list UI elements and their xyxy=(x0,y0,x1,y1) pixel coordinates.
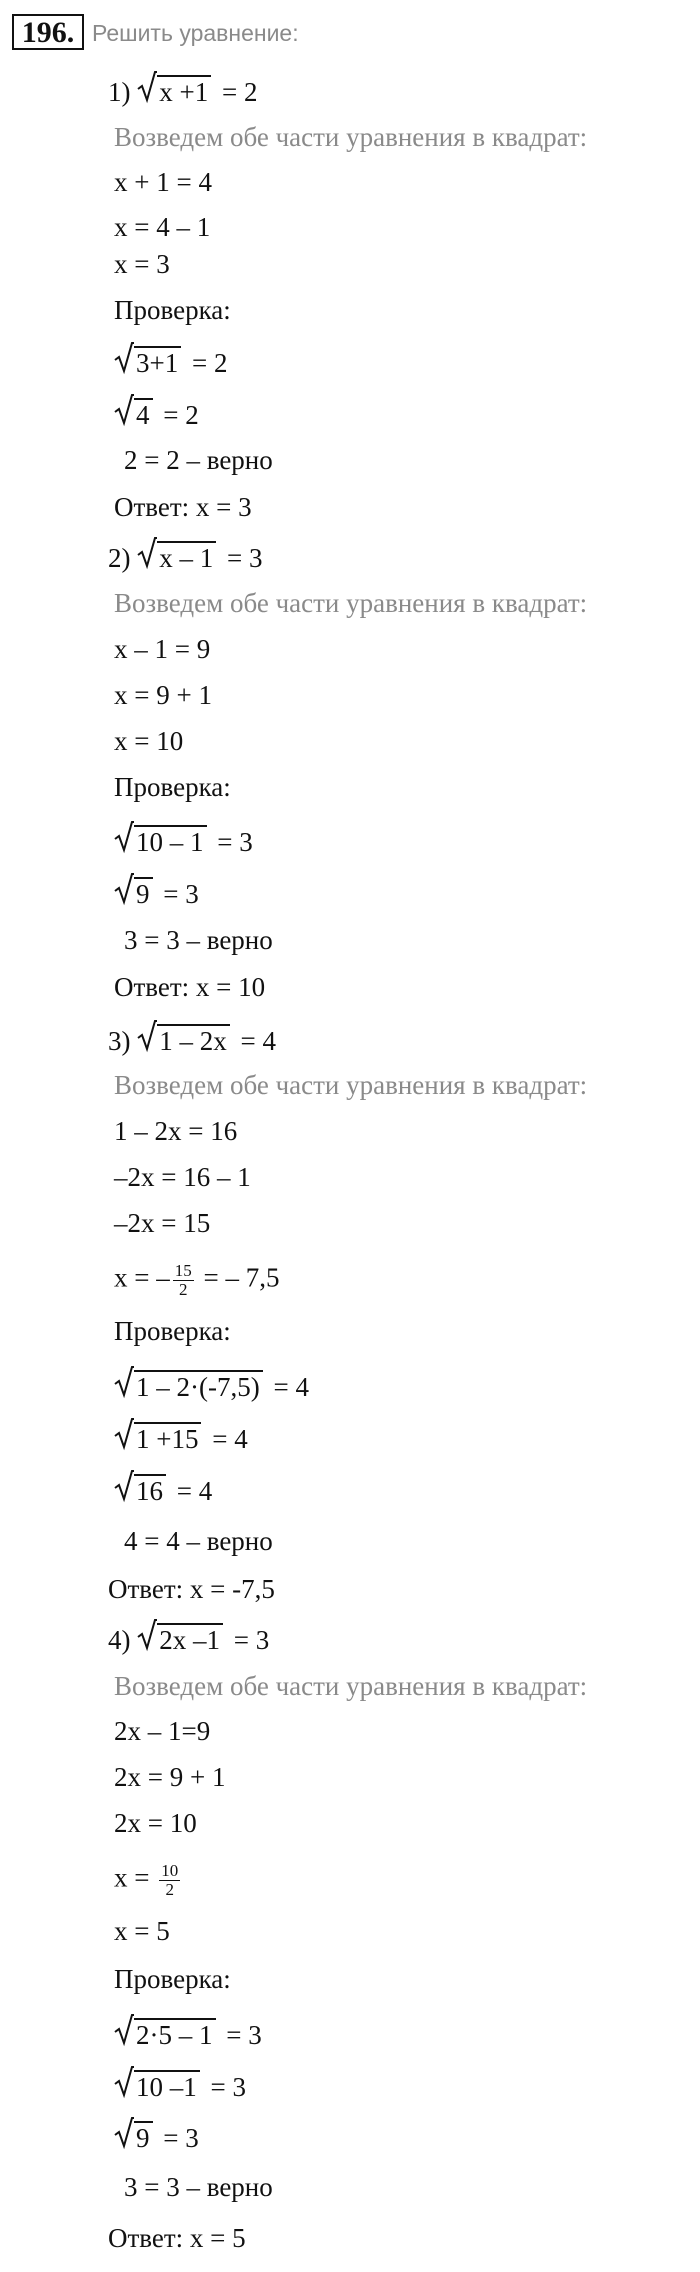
equation-2-label: 2) xyxy=(108,543,131,573)
step-line: x = 5 xyxy=(114,1916,170,1946)
fraction: $\frac{15}{2}$ xyxy=(174,1261,192,1299)
answer: Ответ: x = 5 xyxy=(108,2223,246,2253)
answer: Ответ: x = 10 xyxy=(114,972,266,1002)
check-result: 2 = 2 – верно xyxy=(124,445,273,475)
step-line-fraction: x = – $\frac{15}{2}$ = – 7,5 xyxy=(114,1261,280,1299)
step-line: 1 – 2x = 16 xyxy=(114,1116,238,1146)
step-line: x + 1 = 4 xyxy=(114,167,212,197)
sqrt-expression: 10 – 1 xyxy=(114,825,207,856)
step-line: 2x – 1=9 xyxy=(114,1716,211,1746)
sqrt-expression: x +1 xyxy=(137,75,211,106)
check-result: 3 = 3 – верно xyxy=(124,925,273,955)
sqrt-expression: 10 –1 xyxy=(114,2070,200,2101)
equation-3: 3) 1 – 2x = 4 xyxy=(108,1024,276,1055)
sqrt-expression: 2·5 – 1 xyxy=(114,2018,216,2049)
answer: Ответ: x = -7,5 xyxy=(108,1574,275,1604)
step-square-both: Возведем обе части уравнения в квадрат: xyxy=(114,1070,588,1100)
step-square-both: Возведем обе части уравнения в квадрат: xyxy=(114,588,588,618)
sqrt-expression: 1 +15 xyxy=(114,1422,201,1453)
step-line: –2x = 16 – 1 xyxy=(114,1162,251,1192)
radical-sign-icon xyxy=(137,1617,157,1653)
check-line: 1 – 2·(-7,5) = 4 xyxy=(114,1370,309,1401)
sqrt-expression: 9 xyxy=(114,877,153,908)
step-line: x = 3 xyxy=(114,249,170,279)
equation-4-label: 4) xyxy=(108,1625,131,1655)
check-result: 4 = 4 – верно xyxy=(124,1526,273,1556)
step-line: x = 10 xyxy=(114,726,184,756)
problem-number-badge: 196. xyxy=(12,14,84,50)
check-line: 9 = 3 xyxy=(114,877,199,908)
radical-sign-icon xyxy=(137,1018,157,1054)
sqrt-expression: 9 xyxy=(114,2121,153,2152)
fraction: $\frac{10}{2}$ xyxy=(161,1861,179,1899)
sqrt-expression: 1 – 2x xyxy=(137,1024,230,1055)
step-line-fraction: x = $\frac{10}{2}$ xyxy=(114,1861,179,1899)
step-line: 2x = 10 xyxy=(114,1808,197,1838)
step-line: –2x = 15 xyxy=(114,1208,211,1238)
check-result: 3 = 3 – верно xyxy=(124,2172,273,2202)
radical-sign-icon xyxy=(114,340,134,376)
check-heading: Проверка: xyxy=(114,295,231,325)
equation-4: 4) 2x –1 = 3 xyxy=(108,1623,269,1654)
check-heading: Проверка: xyxy=(114,1964,231,1994)
sqrt-expression: x – 1 xyxy=(137,541,216,572)
problem-title: Решить уравнение: xyxy=(92,20,299,46)
equation-1-label: 1) xyxy=(108,77,131,107)
step-line: x = 9 + 1 xyxy=(114,680,212,710)
answer: Ответ: x = 3 xyxy=(114,492,252,522)
check-line: 2·5 – 1 = 3 xyxy=(114,2018,262,2049)
sqrt-expression: 3+1 xyxy=(114,346,181,377)
check-line: 10 –1 = 3 xyxy=(114,2070,246,2101)
sqrt-expression: 2x –1 xyxy=(137,1623,223,1654)
radical-sign-icon xyxy=(114,819,134,855)
radical-sign-icon xyxy=(137,69,157,105)
sqrt-expression: 16 xyxy=(114,1474,166,1505)
radical-sign-icon xyxy=(137,535,157,571)
radical-sign-icon xyxy=(114,392,134,428)
radical-sign-icon xyxy=(114,2012,134,2048)
equation-1: 1) x +1 = 2 xyxy=(108,75,257,106)
radical-sign-icon xyxy=(114,2115,134,2151)
radical-sign-icon xyxy=(114,1468,134,1504)
check-heading: Проверка: xyxy=(114,772,231,802)
step-line: x – 1 = 9 xyxy=(114,634,211,664)
radical-sign-icon xyxy=(114,2064,134,2100)
step-square-both: Возведем обе части уравнения в квадрат: xyxy=(114,122,588,152)
check-line: 3+1 = 2 xyxy=(114,346,227,377)
check-line: 9 = 3 xyxy=(114,2121,199,2152)
check-line: 4 = 2 xyxy=(114,398,199,429)
sqrt-expression: 1 – 2·(-7,5) xyxy=(114,1370,263,1401)
check-line: 10 – 1 = 3 xyxy=(114,825,253,856)
step-line: 2x = 9 + 1 xyxy=(114,1762,226,1792)
check-line: 16 = 4 xyxy=(114,1474,212,1505)
check-heading: Проверка: xyxy=(114,1316,231,1346)
sqrt-expression: 4 xyxy=(114,398,153,429)
radical-sign-icon xyxy=(114,1364,134,1400)
radical-sign-icon xyxy=(114,871,134,907)
radical-sign-icon xyxy=(114,1416,134,1452)
check-line: 1 +15 = 4 xyxy=(114,1422,248,1453)
equation-2: 2) x – 1 = 3 xyxy=(108,541,262,572)
step-line: x = 4 – 1 xyxy=(114,212,211,242)
step-square-both: Возведем обе части уравнения в квадрат: xyxy=(114,1671,588,1701)
equation-3-label: 3) xyxy=(108,1026,131,1056)
